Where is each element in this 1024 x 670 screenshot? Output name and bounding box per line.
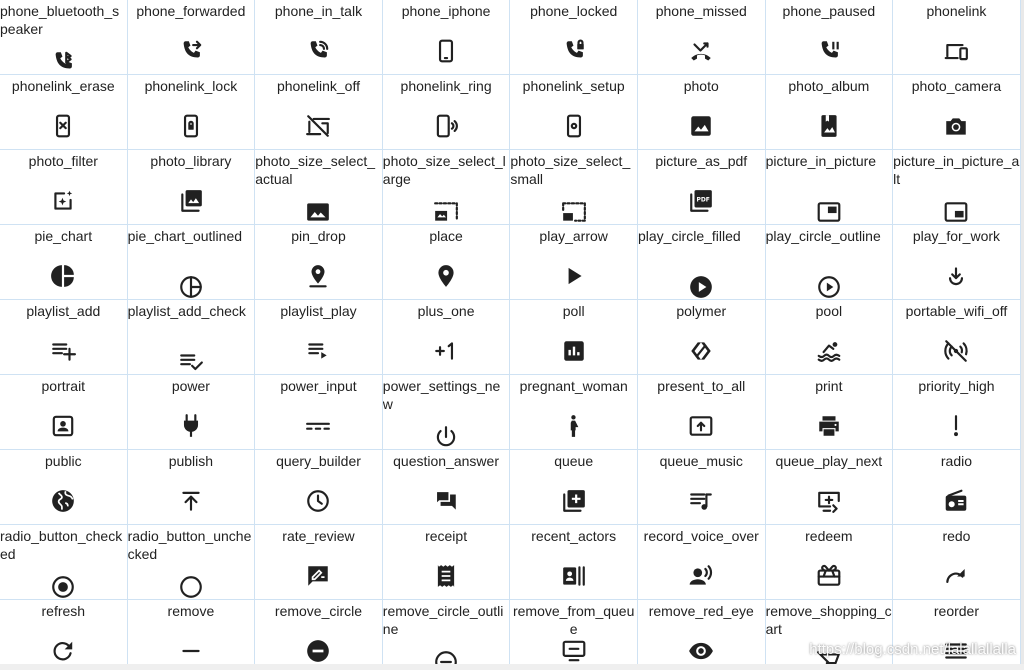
icon-cell-remove-circle [255, 600, 383, 664]
icon-cell-phone-in-talk [255, 0, 383, 75]
phonelink-lock-icon [178, 113, 204, 139]
plus-one-icon [433, 338, 459, 364]
icon-cell-phonelink-ring [383, 75, 511, 150]
icon-cell-picture-as-pdf [638, 150, 766, 225]
icon-label: power_settings_new [382, 378, 501, 412]
portable-wifi-off-icon [943, 338, 969, 364]
icon-cell-playlist-add-check [128, 300, 256, 375]
queue-icon [561, 488, 587, 514]
phone-forwarded-icon [178, 38, 204, 64]
icon-label: picture_in_picture_alt [893, 153, 1020, 187]
photo-size-select-large-icon [433, 199, 459, 225]
icon-cell-power-settings-new [383, 375, 511, 450]
phonelink-off-icon [305, 113, 331, 139]
icon-cell-phonelink-lock [128, 75, 256, 150]
icon-cell-picture-in-picture [766, 150, 894, 225]
icon-label: phonelink_lock [144, 78, 238, 94]
icon-label: remove_red_eye [648, 603, 754, 619]
publish-icon [178, 488, 204, 514]
phonelink-icon [943, 38, 969, 64]
icon-cell-photo-camera [893, 75, 1021, 150]
icon-cell-phonelink-setup [510, 75, 638, 150]
icon-label: receipt [425, 528, 468, 544]
icon-label: power [171, 378, 210, 394]
icon-label: phonelink [926, 3, 987, 19]
icon-label: refresh [41, 603, 86, 619]
icon-label: photo_size_select_small [510, 153, 631, 187]
pool-icon [816, 338, 842, 364]
icon-label: play_circle_outline [765, 228, 881, 244]
icon-cell-publish [128, 450, 256, 525]
icon-label: phone_missed [655, 3, 747, 19]
icon-label: phonelink_off [276, 78, 360, 94]
icon-cell-radio-button-checked [0, 525, 128, 600]
icon-cell-place [383, 225, 511, 300]
pie-chart-outlined-icon [178, 274, 204, 300]
pregnant-woman-icon [561, 413, 587, 439]
icon-cell-radio [893, 450, 1021, 525]
icon-label: photo_filter [28, 153, 98, 169]
record-voice-over-icon [688, 563, 714, 589]
icon-label: play_circle_filled [637, 228, 741, 244]
remove-circle-outline-icon [433, 649, 459, 664]
icon-cell-photo-album [766, 75, 894, 150]
icon-cell-radio-button-unchecked [128, 525, 256, 600]
icon-label: redeem [805, 528, 853, 544]
icon-cell-rate-review [255, 525, 383, 600]
poll-icon [561, 338, 587, 364]
icon-label: phone_bluetooth_speaker [0, 3, 120, 37]
icon-cell-photo-size-select-small [510, 150, 638, 225]
phonelink-setup-icon [561, 113, 587, 139]
icon-label: remove_circle_outline [382, 603, 504, 637]
phone-locked-icon [561, 38, 587, 64]
play-circle-outline-icon [816, 274, 842, 300]
icon-cell-playlist-add [0, 300, 128, 375]
power-input-icon [305, 413, 331, 439]
icon-cell-photo-filter [0, 150, 128, 225]
play-circle-filled-icon [688, 274, 714, 300]
play-for-work-icon [943, 263, 969, 289]
icon-cell-play-circle-outline [766, 225, 894, 300]
icon-label: picture_in_picture [765, 153, 877, 169]
icon-cell-pregnant-woman [510, 375, 638, 450]
icon-label: remove_from_queue [512, 603, 635, 637]
remove-red-eye-icon [688, 638, 714, 664]
icon-cell-print [766, 375, 894, 450]
icon-cell-phonelink [893, 0, 1021, 75]
icon-label: place [429, 228, 463, 244]
icon-cell-remove [128, 600, 256, 664]
icon-label: pie_chart_outlined [127, 228, 243, 244]
icon-cell-public [0, 450, 128, 525]
icon-cell-power [128, 375, 256, 450]
icon-cell-photo-size-select-large [383, 150, 511, 225]
icon-label: plus_one [417, 303, 475, 319]
icon-cell-redo [893, 525, 1021, 600]
icon-cell-poll [510, 300, 638, 375]
icon-cell-question-answer [383, 450, 511, 525]
icon-cell-pin-drop [255, 225, 383, 300]
refresh-icon [50, 638, 76, 664]
picture-as-pdf-icon [688, 188, 714, 214]
icon-cell-portrait [0, 375, 128, 450]
queue-music-icon [688, 488, 714, 514]
rate-review-icon [305, 563, 331, 589]
icon-cell-phone-paused [766, 0, 894, 75]
photo-album-icon [816, 113, 842, 139]
photo-camera-icon [943, 113, 969, 139]
icon-label: phonelink_ring [400, 78, 492, 94]
pie-chart-icon [50, 263, 76, 289]
power-icon [178, 413, 204, 439]
icon-label: radio_button_unchecked [127, 528, 252, 562]
icon-cell-play-for-work [893, 225, 1021, 300]
redo-icon [943, 563, 969, 589]
icon-cell-phone-missed [638, 0, 766, 75]
queue-play-next-icon [816, 488, 842, 514]
play-arrow-icon [561, 263, 587, 289]
radio-icon [943, 488, 969, 514]
icon-label: rate_review [282, 528, 355, 544]
recent-actors-icon [561, 563, 587, 589]
icon-label: playlist_add [26, 303, 101, 319]
radio-button-unchecked-icon [178, 574, 204, 600]
icon-label: public [45, 453, 82, 469]
icon-cell-playlist-play [255, 300, 383, 375]
picture-in-picture-alt-icon [943, 199, 969, 225]
icon-label: photo_album [788, 78, 870, 94]
icon-cell-recent-actors [510, 525, 638, 600]
phone-bluetooth-speaker-icon [50, 49, 76, 75]
power-settings-new-icon [433, 424, 459, 450]
icon-label: question_answer [393, 453, 499, 469]
icon-cell-queue [510, 450, 638, 525]
icon-label: pie_chart [34, 228, 93, 244]
question-answer-icon [433, 488, 459, 514]
photo-filter-icon [50, 188, 76, 214]
phone-iphone-icon [433, 38, 459, 64]
icon-label: photo_size_select_large [382, 153, 506, 187]
icon-label: phone_paused [782, 3, 876, 19]
icon-label: power_input [280, 378, 357, 394]
radio-button-checked-icon [50, 574, 76, 600]
icon-label: print [815, 378, 843, 394]
icon-label: queue_music [659, 453, 743, 469]
icon-cell-query-builder [255, 450, 383, 525]
icon-cell-portable-wifi-off [893, 300, 1021, 375]
icon-label: remove [167, 603, 215, 619]
icon-label: poll [562, 303, 585, 319]
icon-label: playlist_add_check [127, 303, 246, 319]
icon-label: pool [815, 303, 843, 319]
place-icon [433, 263, 459, 289]
redeem-icon [816, 563, 842, 589]
icon-cell-phonelink-off [255, 75, 383, 150]
playlist-play-icon [305, 338, 331, 364]
icon-label: portrait [41, 378, 86, 394]
icon-cell-photo [638, 75, 766, 150]
icon-cell-picture-in-picture-alt [893, 150, 1021, 225]
icon-cell-remove-circle-outline [383, 600, 511, 664]
icon-cell-present-to-all [638, 375, 766, 450]
icon-cell-plus-one [383, 300, 511, 375]
icon-label: reorder [933, 603, 980, 619]
remove-icon [178, 638, 204, 664]
icon-cell-play-circle-filled [638, 225, 766, 300]
icon-cell-power-input [255, 375, 383, 450]
icon-cell-pie-chart [0, 225, 128, 300]
photo-size-select-actual-icon [305, 199, 331, 225]
icon-cell-photo-size-select-actual [255, 150, 383, 225]
icon-label: picture_as_pdf [655, 153, 748, 169]
icon-label: radio_button_checked [0, 528, 123, 562]
bottom-edge [0, 664, 1024, 670]
icon-label: queue_play_next [775, 453, 883, 469]
picture-in-picture-icon [816, 199, 842, 225]
icon-label: photo_library [150, 153, 232, 169]
watermark: https://blog.csdn.net/lalallallalla [809, 641, 1016, 658]
print-icon [816, 413, 842, 439]
icon-cell-photo-library [128, 150, 256, 225]
receipt-icon [433, 563, 459, 589]
icon-label: publish [168, 453, 214, 469]
phone-in-talk-icon [305, 38, 331, 64]
icon-cell-redeem [766, 525, 894, 600]
present-to-all-icon [688, 413, 714, 439]
photo-icon [688, 113, 714, 139]
query-builder-icon [305, 488, 331, 514]
icon-cell-play-arrow [510, 225, 638, 300]
phonelink-erase-icon [50, 113, 76, 139]
remove-circle-icon [305, 638, 331, 664]
icon-label: phone_forwarded [136, 3, 246, 19]
icon-label: remove_shopping_cart [765, 603, 892, 637]
icon-label: remove_circle [274, 603, 363, 619]
icon-label: recent_actors [531, 528, 617, 544]
icon-cell-refresh [0, 600, 128, 664]
polymer-icon [688, 338, 714, 364]
icon-cell-pie-chart-outlined [128, 225, 256, 300]
icon-cell-phone-iphone [383, 0, 511, 75]
phone-missed-icon [688, 38, 714, 64]
portrait-icon [50, 413, 76, 439]
icon-label: phone_iphone [401, 3, 491, 19]
icon-label: photo_size_select_actual [255, 153, 376, 187]
icon-label: portable_wifi_off [905, 303, 1008, 319]
icon-cell-polymer [638, 300, 766, 375]
svg-text:PDF: PDF [696, 196, 711, 204]
icon-label: polymer [676, 303, 727, 319]
icon-label: phone_locked [530, 3, 618, 19]
phone-paused-icon [816, 38, 842, 64]
icon-cell-phone-locked [510, 0, 638, 75]
icon-label: present_to_all [657, 378, 746, 394]
icon-label: phone_in_talk [274, 3, 363, 19]
playlist-add-check-icon [178, 349, 204, 375]
pin-drop-icon [305, 263, 331, 289]
icon-cell-phonelink-erase [0, 75, 128, 150]
playlist-add-icon [50, 338, 76, 364]
priority-high-icon [943, 413, 969, 439]
icon-cell-record-voice-over [638, 525, 766, 600]
icon-label: pregnant_woman [519, 378, 628, 394]
remove-from-queue-icon [561, 638, 587, 664]
icon-cell-priority-high [893, 375, 1021, 450]
phonelink-ring-icon [433, 113, 459, 139]
icon-label: play_for_work [912, 228, 1001, 244]
icon-label: record_voice_over [643, 528, 759, 544]
photo-size-select-small-icon [561, 199, 587, 225]
icon-label: phonelink_setup [522, 78, 625, 94]
icon-label: priority_high [918, 378, 995, 394]
icon-label: radio [940, 453, 973, 469]
icon-cell-queue-play-next [766, 450, 894, 525]
icon-cell-receipt [383, 525, 511, 600]
icon-cell-remove-red-eye [638, 600, 766, 664]
icon-cell-queue-music [638, 450, 766, 525]
icon-label: phonelink_erase [11, 78, 115, 94]
icon-cell-pool [766, 300, 894, 375]
icon-label: play_arrow [539, 228, 608, 244]
public-icon [50, 488, 76, 514]
icon-cell-phone-forwarded [128, 0, 256, 75]
icon-label: pin_drop [291, 228, 346, 244]
icon-label: redo [942, 528, 971, 544]
icon-label: photo_camera [911, 78, 1002, 94]
icon-label: playlist_play [280, 303, 357, 319]
icon-cell-remove-from-queue [510, 600, 638, 664]
icon-label: queue [554, 453, 594, 469]
icon-label: query_builder [276, 453, 361, 469]
icon-cell-phone-bluetooth-speaker [0, 0, 128, 75]
icon-label: photo [683, 78, 719, 94]
photo-library-icon [178, 188, 204, 214]
